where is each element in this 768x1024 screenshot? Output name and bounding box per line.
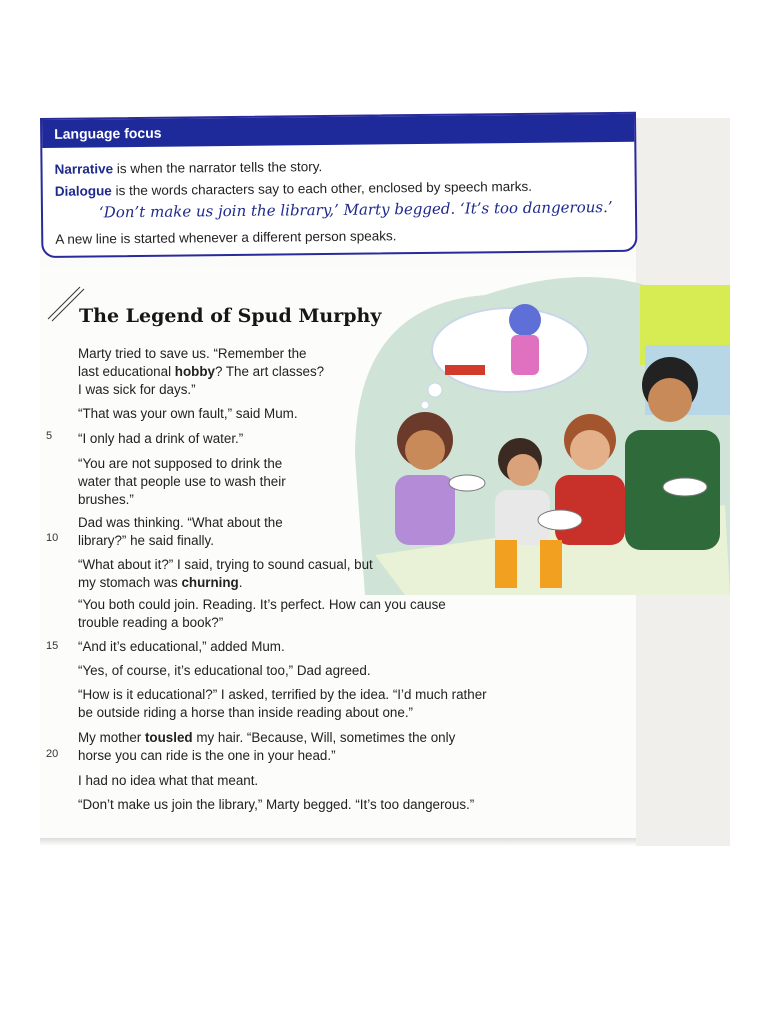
line-number: 10 bbox=[46, 532, 59, 544]
page-bottom-shadow bbox=[40, 838, 636, 846]
family-dinner-illustration bbox=[345, 265, 730, 595]
story-paragraph: Marty tried to save us. “Remember the last educational hobby? The art classes? I was sick for days.” bbox=[78, 346, 325, 397]
story-paragraph: “That was your own fault,” said Mum. bbox=[78, 406, 298, 421]
story-paragraph: Dad was thinking. “What about the library?” he said finally. bbox=[78, 515, 283, 548]
new-line-rule: A new line is started whenever a different person speaks. bbox=[55, 228, 397, 247]
story-paragraph: “And it’s educational,” added Mum. bbox=[78, 639, 285, 654]
story-paragraph: My mother tousled my hair. “Because, Will, sometimes the only horse you can ride is the one in your head.” bbox=[78, 730, 456, 763]
story-paragraph: “I only had a drink of water.” bbox=[78, 431, 244, 446]
story-paragraph: “You both could join. Reading. It’s perfect. How can you cause trouble reading a book?” bbox=[78, 597, 446, 630]
line-number: 5 bbox=[46, 430, 53, 442]
language-focus-box bbox=[40, 112, 637, 258]
narrative-term: Narrative bbox=[54, 161, 114, 177]
line-number: 20 bbox=[46, 748, 59, 760]
line-number: 15 bbox=[46, 640, 59, 652]
story-title: The Legend of Spud Murphy bbox=[79, 305, 382, 327]
story-paragraph: I had no idea what that meant. bbox=[78, 773, 259, 788]
story-paragraph: “What about it?” I said, trying to sound casual, but my stomach was churning. bbox=[78, 557, 373, 590]
narrative-definition bbox=[54, 159, 322, 177]
story-paragraph: “Yes, of course, it’s educational too,” Dad agreed. bbox=[78, 663, 371, 678]
narrative-def: is when the narrator tells the story. bbox=[113, 159, 323, 177]
dialogue-def: is the words characters say to each other, enclosed by speech marks. bbox=[111, 178, 533, 199]
language-focus-heading: Language focus bbox=[42, 114, 634, 148]
dialogue-example: ‘Don’t make us join the library,’ Marty begged. ‘It’s too dangerous.’ bbox=[98, 198, 613, 222]
dialogue-definition bbox=[55, 179, 532, 199]
story-paragraph: “You are not supposed to drink the water that people use to wash their brushes.” bbox=[78, 456, 286, 507]
story-paragraph: “Don’t make us join the library,” Marty begged. “It’s too dangerous.” bbox=[78, 797, 475, 812]
story-paragraph: “How is it educational?” I asked, terrified by the idea. “I’d much rather be outside riding a horse than inside reading about one.” bbox=[78, 687, 487, 720]
dialogue-term: Dialogue bbox=[54, 183, 112, 199]
